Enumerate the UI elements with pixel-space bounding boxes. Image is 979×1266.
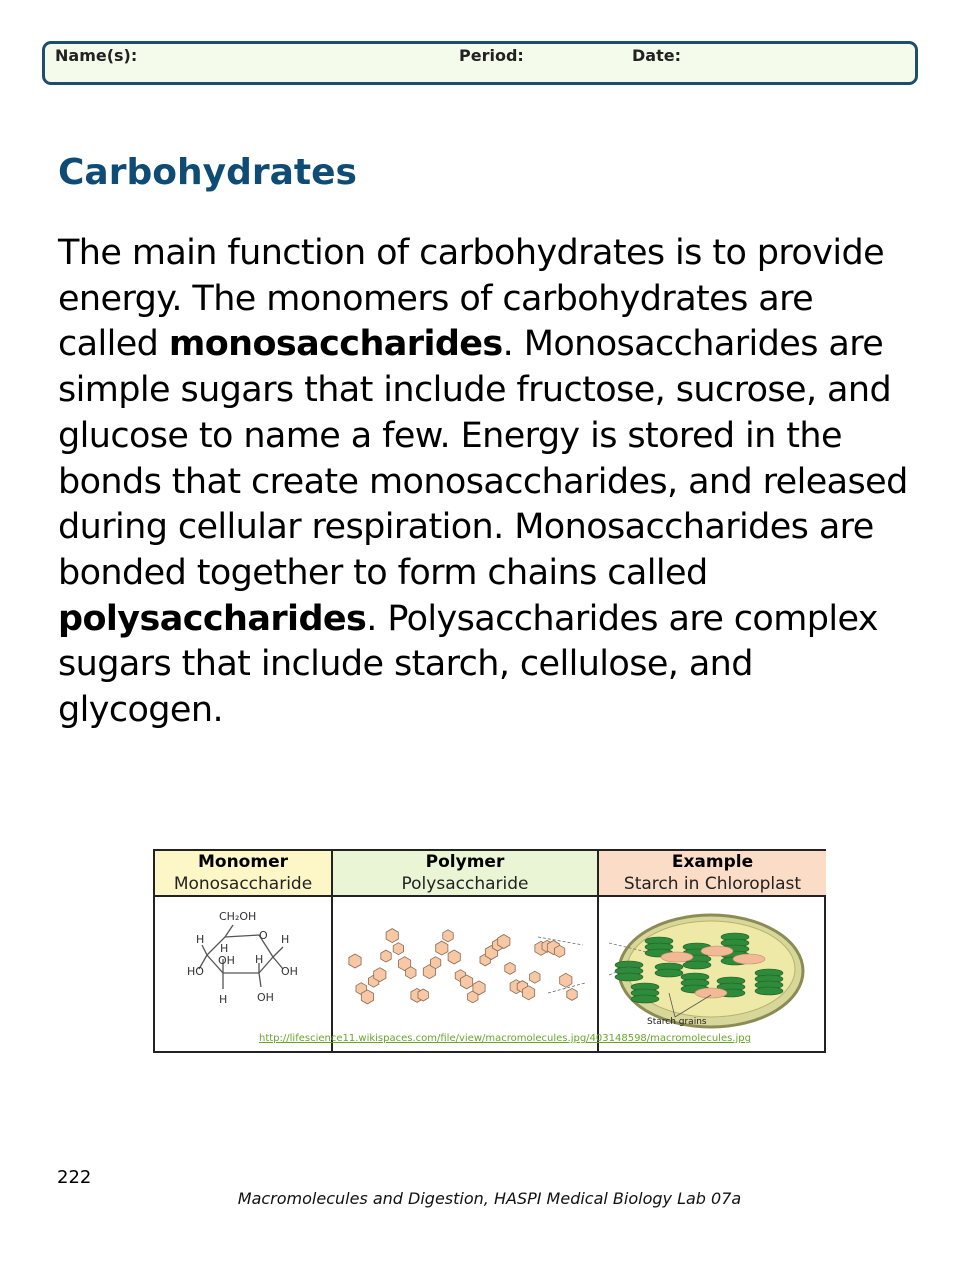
page-title: Carbohydrates [58,152,357,193]
polysaccharide-chain-diagram [333,897,597,1049]
granum-disc [631,995,659,1003]
label-ch2oh: CH₂OH [219,910,257,923]
page-number: 222 [57,1167,92,1188]
chloroplast-cell [599,897,826,1051]
sugar-unit [554,945,564,957]
image-credit-link[interactable]: http://lifescience11.wikispaces.com/file/view/macromolecules.jpg/403148598/macromolecules.jpg [259,1033,751,1044]
sugar-unit [505,962,515,974]
granum-disc [615,973,643,981]
granum-disc [655,969,683,977]
monomer-subheading: Monosaccharide [173,874,313,894]
monomer-header [155,851,333,897]
sugar-unit [448,950,460,964]
label-h-left: H [196,933,205,946]
carbohydrate-figure [153,849,826,1053]
label-h-inner-right: H [255,953,264,966]
sugar-unit [349,954,361,968]
sugar-unit [406,967,416,979]
label-h-bottom: H [219,993,228,1006]
paragraph-part-1: The main function of carbohydrates is to provide energy. The monomers of carbohydrates are called [58,233,885,365]
sugar-unit [461,975,473,989]
glucose-structure-cell [155,897,333,1051]
label-h-inner: H [220,942,229,955]
sugar-unit [530,971,540,983]
header-box [42,41,918,85]
label-oh-right: OH [281,965,298,978]
label-ho: HO [187,965,204,978]
sugar-unit [361,990,373,1004]
sugar-unit [393,943,403,955]
polymer-header [333,851,599,897]
example-header [599,851,826,897]
name-label: Name(s): [55,46,138,65]
sugar-unit [567,988,577,1000]
period-label: Period: [459,46,524,65]
sugar-unit [498,935,510,949]
sugar-unit [418,989,428,1001]
sugar-unit [443,930,453,942]
starch-grain [661,952,693,962]
sugar-unit [430,957,440,969]
body-paragraph [58,231,918,734]
monomer-heading: Monomer [197,852,288,872]
sugar-unit [374,968,386,982]
label-oh-inner: OH [218,954,235,967]
polymer-heading: Polymer [425,852,505,872]
sugar-unit [560,973,572,987]
example-heading: Example [671,852,754,872]
label-oh-bottom: OH [257,991,274,1004]
granum-disc [755,987,783,995]
starch-grains-label: Starch grains [647,1017,707,1027]
chloroplast-diagram [599,897,824,1049]
polymer-subheading: Polysaccharide [401,874,529,894]
example-subheading: Starch in Chloroplast [623,874,802,894]
sugar-unit [436,941,448,955]
label-o: O [259,929,268,942]
sugar-unit [386,929,398,943]
term-monosaccharides: monosaccharides [168,324,503,365]
paragraph-part-2: . Monosaccharides are simple sugars that include fructose, sucrose, and glucose to name a few. Energy is stored in the bonds that create monosaccharides, and released during cellular respiration. Monosaccharides are bonded together to form chains called [58,324,908,593]
starch-grain [695,988,727,998]
sugar-unit [523,986,535,1000]
sugar-unit [381,950,391,962]
date-label: Date: [632,46,681,65]
footer-citation: Macromolecules and Digestion, HASPI Medical Biology Lab 07a [237,1189,742,1208]
sugar-unit [473,981,485,995]
glucose-ring-diagram [155,897,331,1049]
starch-grain [701,946,733,956]
starch-grain [733,954,765,964]
granum-disc [683,961,711,969]
paragraph-part-3: . Polysaccharides are complex sugars that include starch, cellulose, and glycogen. [58,598,878,731]
label-h-right: H [281,933,290,946]
polysaccharide-chain-cell [333,897,599,1051]
term-polysaccharides: polysaccharides [58,598,367,639]
